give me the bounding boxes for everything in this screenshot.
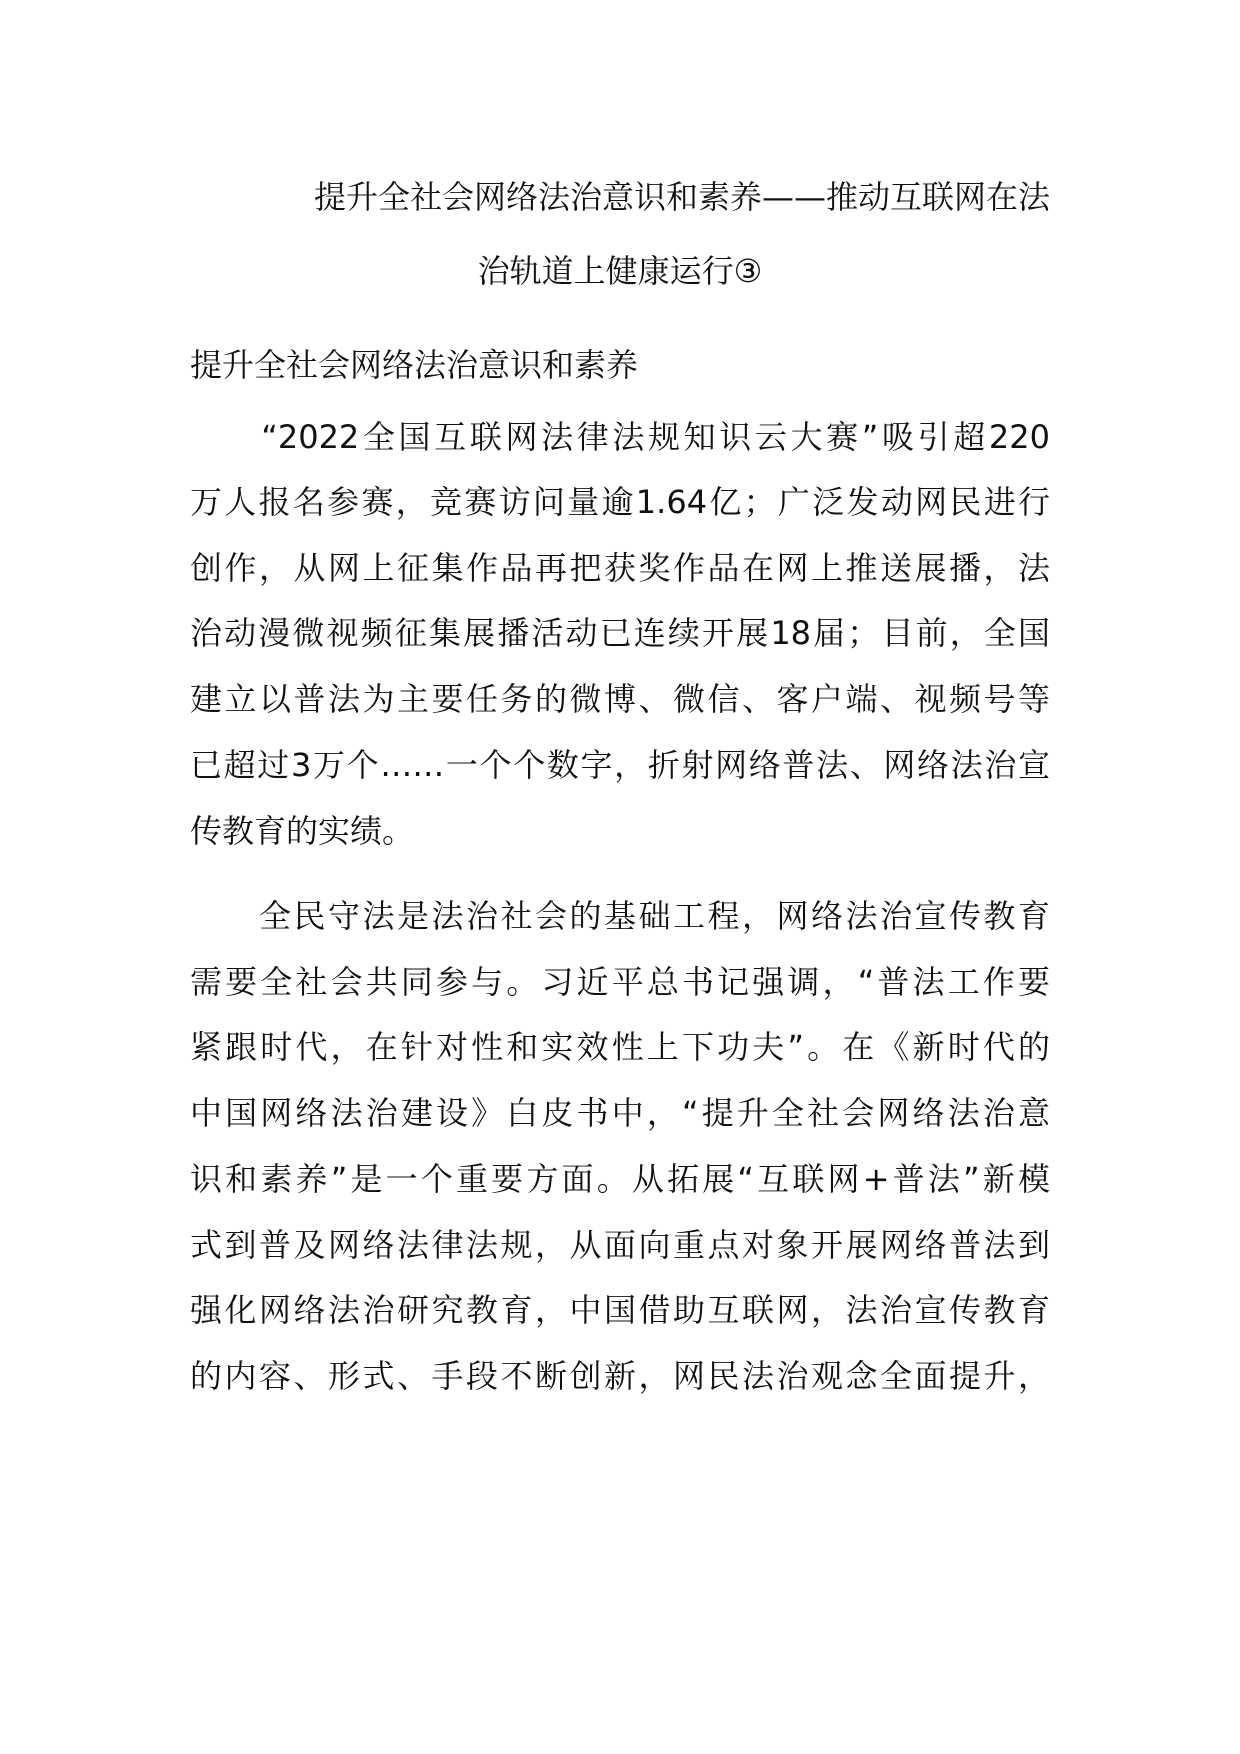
document-title-line-1: 提升全社会网络法治意识和素养——推动互联网在法: [313, 178, 1050, 216]
paragraph-line: 已超过3万个……一个个数字，折射网络普法、网络法治宣: [190, 746, 1050, 784]
paragraph-line: 中国网络法治建设》白皮书中，“提升全社会网络法治意: [190, 1094, 1050, 1132]
paragraph-line: 建立以普法为主要任务的微博、微信、客户端、视频号等: [190, 680, 1050, 718]
paragraph-line: 创作，从网上征集作品再把获奖作品在网上推送展播，法: [190, 549, 1050, 587]
paragraph-line: 的内容、形式、手段不断创新，网民法治观念全面提升，: [190, 1357, 1050, 1395]
paragraph-line: 识和素养”是一个重要方面。从拓展“互联网+普法”新模: [190, 1160, 1050, 1198]
paragraph-line: 强化网络法治研究教育，中国借助互联网，法治宣传教育: [190, 1291, 1050, 1329]
paragraph-line: “2022全国互联网法律法规知识云大赛”吸引超220: [190, 418, 1050, 456]
document-title-line-2: 治轨道上健康运行③: [477, 252, 763, 290]
paragraph-line: 万人报名参赛，竞赛访问量逾1.64亿；广泛发动网民进行: [190, 483, 1050, 521]
paragraph-line: 治动漫微视频征集展播活动已连续开展18届；目前，全国: [190, 614, 1050, 652]
paragraph-line: 需要全社会共同参与。习近平总书记强调，“普法工作要: [190, 963, 1050, 1001]
paragraph-line: 式到普及网络法律法规，从面向重点对象开展网络普法到: [190, 1226, 1050, 1264]
paragraph-line: 全民守法是法治社会的基础工程，网络法治宣传教育: [190, 897, 1050, 935]
section-heading: 提升全社会网络法治意识和素养: [190, 346, 639, 384]
paragraph-line: 传教育的实绩。: [190, 812, 415, 850]
paragraph-line: 紧跟时代，在针对性和实效性上下功夫”。在《新时代的: [190, 1028, 1050, 1066]
